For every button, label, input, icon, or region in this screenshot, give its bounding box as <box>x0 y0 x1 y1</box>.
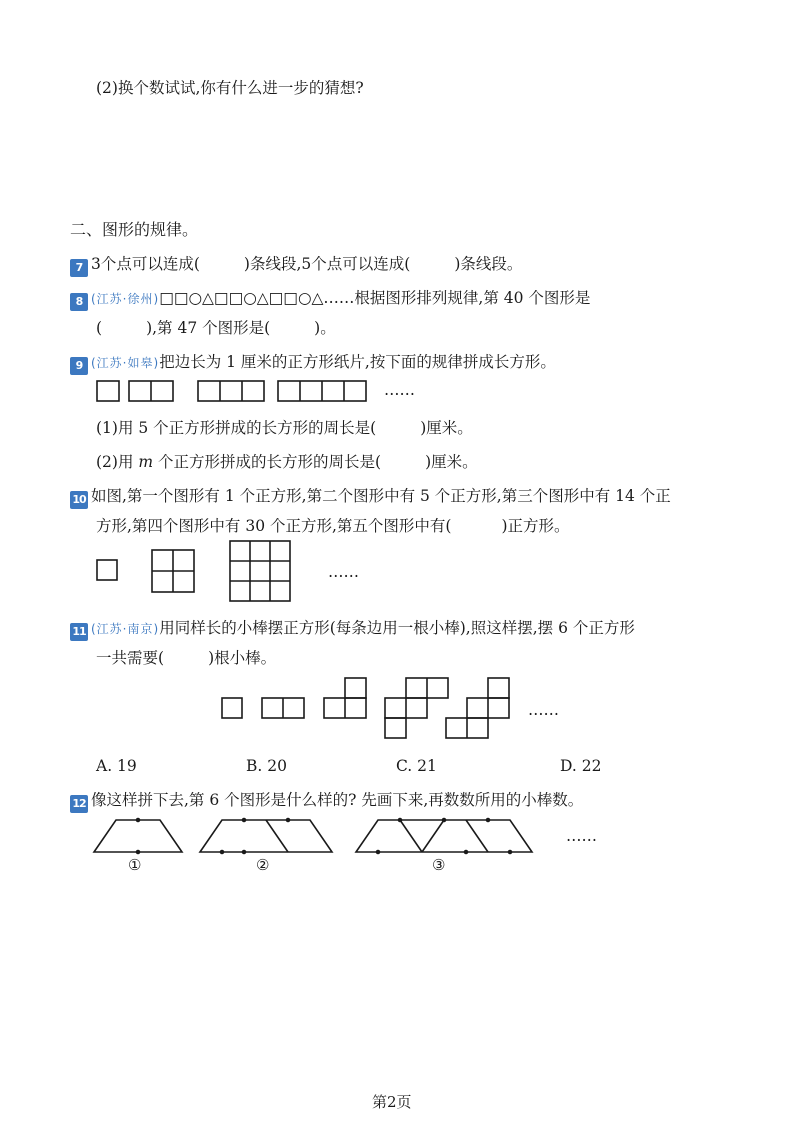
option-b[interactable]: B. 20 <box>246 757 287 775</box>
question-number-badge: 10 <box>70 491 88 509</box>
figure-label-3: ③ <box>432 856 446 874</box>
question-8-line-1: 8 (江苏·徐州)□□○△□□○△□□○△……根据图形排列规律,第 40 个图形是 <box>70 288 590 311</box>
ellipsis: …… <box>566 827 597 845</box>
page-number: 第2页 <box>372 1093 412 1111</box>
source-tag: (江苏·徐州) <box>91 292 160 306</box>
figure-label-1: ① <box>128 856 142 874</box>
strip-1-square <box>97 381 119 401</box>
grid-1x1 <box>97 560 117 580</box>
question-number-badge: 12 <box>70 795 88 813</box>
matchstick-square-figures <box>220 676 530 746</box>
question-8-line-2: ( ),第 47 个图形是( )。 <box>96 319 336 337</box>
square-strip-figures <box>96 380 396 404</box>
figure-1-square <box>222 698 242 718</box>
trapezoid-figure-3 <box>356 819 532 854</box>
question-number-badge: 7 <box>70 259 88 277</box>
question-9-sub-1: (1)用 5 个正方形拼成的长方形的周长是( )厘米。 <box>96 419 473 437</box>
figure-label-2: ② <box>256 856 270 874</box>
question-10-line-1: 10 如图,第一个图形有 1 个正方形,第二个图形中有 5 个正方形,第三个图形中有 14 个正 <box>70 486 671 509</box>
question-7: 7 3个点可以连成( )条线段,5个点可以连成( )条线段。 <box>70 254 522 277</box>
trapezoid-figures <box>94 818 544 858</box>
figure-4-squares <box>385 678 448 738</box>
question-prev-part-2: (2)换个数试试,你有什么进一步的猜想? <box>96 79 364 97</box>
source-tag: (江苏·如皋) <box>91 356 160 370</box>
strip-3-squares <box>198 381 264 401</box>
ellipsis: …… <box>384 381 415 399</box>
source-tag: (江苏·南京) <box>91 622 160 636</box>
question-number-badge: 8 <box>70 293 88 311</box>
option-c[interactable]: C. 21 <box>396 757 437 775</box>
ellipsis: …… <box>328 563 359 581</box>
question-number-badge: 11 <box>70 623 88 641</box>
question-number-badge: 9 <box>70 357 88 375</box>
figure-3-squares <box>324 678 366 718</box>
question-12: 12 像这样拼下去,第 6 个图形是什么样的? 先画下来,再数数所用的小棒数。 <box>70 790 583 813</box>
question-11-line-1: 11 (江苏·南京)用同样长的小棒摆正方形(每条边用一根小棒),照这样摆,摆 6 个正方形 <box>70 618 635 641</box>
trapezoid-figure-2 <box>200 819 332 854</box>
section-title: 二、图形的规律。 <box>70 220 199 239</box>
option-a[interactable]: A. 19 <box>96 757 137 775</box>
option-d[interactable]: D. 22 <box>560 757 602 775</box>
grid-3x3 <box>230 541 290 601</box>
question-9-sub-2: (2)用 m 个正方形拼成的长方形的周长是( )厘米。 <box>96 453 478 471</box>
question-9: 9 (江苏·如皋)把边长为 1 厘米的正方形纸片,按下面的规律拼成长方形。 <box>70 352 556 375</box>
square-grid-figures <box>96 540 306 610</box>
question-10-line-2: 方形,第四个图形中有 30 个正方形,第五个图形中有( )正方形。 <box>96 517 570 535</box>
figure-5-squares <box>446 678 509 738</box>
ellipsis: …… <box>528 701 559 719</box>
trapezoid-figure-1 <box>94 819 182 854</box>
question-11-line-2: 一共需要( )根小棒。 <box>96 649 277 667</box>
